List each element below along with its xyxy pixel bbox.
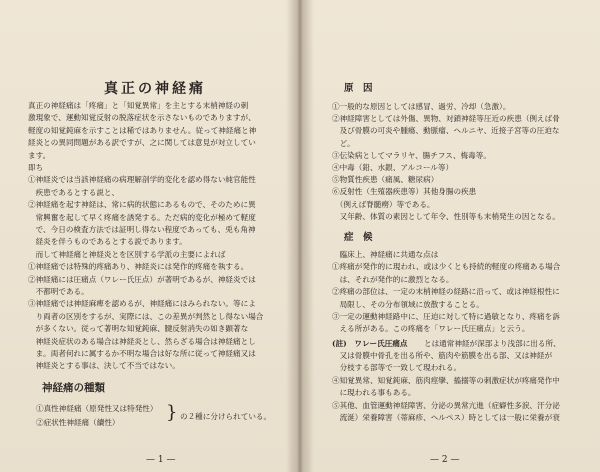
text-line: ⑥反射性（生殖器疾患等）其他身腸の疾患 (332, 187, 477, 197)
text-line: 激現象で、運動知覚反射の脱落症状を示さないものでありますが、 (28, 113, 256, 123)
text-line: 神経炎症状のある場合は神経炎とし、然らざる場合は神経痛とし (28, 336, 256, 346)
text-line: で、今日の検査方法では証明し得ない程度であっても、兎も角神 (28, 225, 256, 234)
text-line: ①一般的な原因としては感冒、過労、冷却（急激）。 (332, 102, 511, 111)
book-gutter (286, 0, 314, 472)
section-heading-types: 神経痛の種類 (42, 382, 105, 394)
text-line: える所がある。この疼痛を「ワレー氏圧痛点」と云う。 (332, 324, 530, 334)
text-line: 軽度の知覚鈍麻を示すことは稀ではありません。従って神経痛と神 (28, 125, 257, 135)
text-line: は、それが発作的に激烈となる。 (332, 274, 454, 284)
text-line: 神経炎とする事は、決して不当ではない。 (28, 361, 180, 371)
symptoms-heading: 症 候 (344, 232, 373, 243)
text-line: り両者の区別をするが、実際には、この差異が判然とし得ない場合 (28, 311, 264, 321)
text-line: ④知覚異常、知覚鈍麻、筋肉痙攣、搐搦等の刺激症状が疼痛発作中 (332, 375, 560, 385)
type-item-1: ①真性神経痛（原発性又は特発性） (36, 404, 158, 413)
text-line: 経炎との異同問題がある訳ですが、之に関しては意見が対立してい (28, 138, 256, 148)
text-line: ①神経炎では当該神経痛の病理解剖学的変化を認め得ない純官能性 (28, 175, 256, 185)
text-line: 不都明である。 (28, 287, 89, 296)
text-line: ⑤其他、血管運動神経障害、分泌の異常亢進（症癖性多涙、汗分泌 (332, 400, 560, 410)
text-line: ま。両者何れに属するか不明な場合は好な所に従って神経痛又は (28, 349, 256, 358)
text-line: 又年齢、体質の素因として年令、性別等も末梢発生の因となる。 (332, 211, 560, 221)
text-line: に現われる事もある。 (332, 388, 416, 398)
text-line: （例えば脊髄癆）等である。 (332, 199, 435, 209)
left-page (0, 0, 294, 472)
text-line: ③神経痛では神経麻痺を認めるが、神経痛にはみられない。等によ (28, 299, 256, 309)
text-line: 分枝する部等で一致して現われる。 (332, 363, 462, 373)
text-line: ②疼痛の部位は、一定の末梢神経の経路に沿って、或は神経根性に (332, 287, 560, 297)
text-line: ③一定の運動神経路中に、圧迫に対して特に過敏となり、疼痛を訴 (332, 312, 560, 321)
right-page (306, 0, 600, 472)
brace-glyph: } (166, 402, 178, 423)
page-number-left: — 1 — (146, 455, 176, 465)
text-line: ①疼痛が発作的に現われ、或は少くとも持続的軽度の疼痛ある場合 (332, 262, 561, 272)
text-line: ③伝染病としてマラリヤ、腸チフス、梅毒等。 (332, 150, 491, 160)
text-line: 流涎）栄養障害（蒂麻疹、ヘルペス）時としては一般に栄養が衰 (332, 413, 560, 422)
text-line: ど。 (332, 138, 355, 148)
text-line: 即ち (28, 163, 44, 172)
text-line: 及び骨膜の可炎や腫瘍、動脈瘤、ヘルニヤ、近接子宮等の圧迫な (332, 126, 560, 136)
page-title: 真正の神経痛 (104, 81, 206, 97)
causes-heading: 原 因 (344, 83, 373, 94)
text-line: ⑤物質性疾患（痛風、糖尿病） (332, 175, 439, 185)
text-line: が多くない。従って著明な知覚鈍麻、腱反射消失の如き顕著な (28, 324, 249, 334)
valley-line-0: とは通常神経が深部より浅部に出る所、 (424, 339, 561, 348)
text-line: 経炎を伴うものであるとする説であります。 (28, 237, 187, 247)
page-number-right: — 2 — (430, 455, 460, 465)
type-item-2: ②症状性神経痛（續性） (36, 418, 120, 427)
text-line: 真正の神経痛は「疼痛」と「知覚異常」を主とする末梢神経の刺 (28, 101, 249, 110)
text-line: ②神経痛には圧痛点（ワレー氏圧点）が著明であるが、神経炎では (28, 274, 256, 284)
text-line: 局限し、その分布領域に放散することる。 (332, 299, 484, 309)
text-line: ます。 (28, 150, 51, 160)
text-line: 而して神経痛と神経炎とを区別する学派の主要によれば (28, 249, 226, 259)
text-line: 臨床上、神経痛に共通な点は (332, 250, 439, 259)
types-suffix: の２種に分けられている。 (180, 412, 272, 421)
valley-point-heading: (註) ワレー氏圧痛点 (332, 339, 408, 348)
text-line: ①神経痛では特殊的疼痛あり、神経炎には発作的疼痛を執する。 (28, 262, 249, 272)
text-line: ②神経痛を起す神経は、常に病的状態にあるもので、そのために異 (28, 200, 256, 210)
text-line: ②神経障害としては外傷、異物、対鎖神経等圧近の疾患（例えば骨 (332, 114, 560, 124)
text-line: 常興奮を起して早く疼痛を誘発する。ただ病的変化が極めて軽度 (28, 212, 256, 222)
text-line: 疾患であるとする説と、 (28, 187, 120, 197)
text-line: ④中毒（鉛、水銀、アルコール等） (332, 163, 454, 172)
text-line: 又は骨膜中骨孔を出る所や、筋肉や筋膜を出る部、又は神経が (332, 351, 553, 360)
